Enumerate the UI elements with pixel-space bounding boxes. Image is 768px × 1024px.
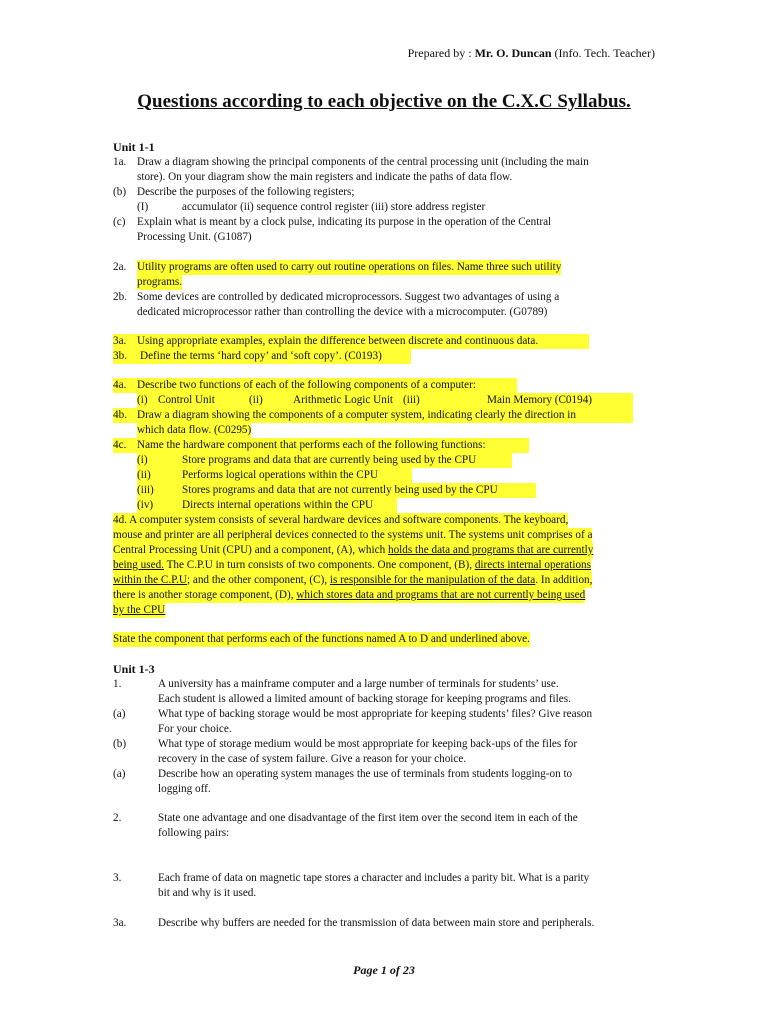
underlined-function: holds the data and programs that are currently (387, 544, 594, 556)
question-number: (b) (113, 186, 127, 198)
text-run: ; and the other component, (C), (186, 574, 330, 586)
question-text: What type of backing storage would be most appropriate for keeping students’ files? Give reason (158, 708, 593, 720)
question-number: 4a. (113, 379, 127, 391)
question-text: Describe why buffers are needed for the transmission of data between main store and peripherals. (158, 917, 595, 929)
underlined-function: directs internal operations (474, 559, 591, 571)
sub-number: (ii) (137, 469, 151, 481)
highlighted-text: 4d. A computer system consists of several hardware devices and software components. The keyboard, (113, 514, 569, 526)
function-text: Performs logical operations within the CPU (182, 469, 379, 481)
question-number: (b) (113, 738, 127, 750)
question-text: store). On your diagram show the main registers and indicate the paths of data flow. (137, 171, 513, 183)
highlighted-text: programs. (137, 276, 183, 288)
author-name: Mr. O. Duncan (474, 46, 552, 60)
function-text: Directs internal operations within the CPU (182, 499, 374, 511)
question-text: recovery in the case of system failure. Give a reason for your choice. (158, 753, 467, 765)
question-text: For your choice. (158, 723, 232, 735)
highlighted-question (113, 378, 517, 393)
question-text: logging off. (158, 783, 211, 795)
question-text: Describe how an operating system manages the use of terminals from students logging-on to (158, 768, 573, 780)
question-text: Each frame of data on magnetic tape stores a character and includes a parity bit. What is a parity (158, 872, 590, 884)
question-text: Processing Unit. (G1087) (137, 231, 252, 243)
question-text: Using appropriate examples, explain the difference between discrete and continuous data. (137, 335, 539, 347)
highlighted-question (113, 408, 633, 423)
author-role: (Info. Tech. Teacher) (551, 46, 655, 60)
highlighted-question (113, 349, 411, 364)
question-number: (a) (113, 708, 126, 720)
text-run: Central Processing Unit (CPU) and a component, (A), which (113, 544, 388, 556)
highlighted-list-row (137, 393, 633, 408)
question-number: (c) (113, 216, 126, 228)
sub-number: (ii) (249, 394, 263, 406)
question-number: 3a. (113, 917, 127, 929)
question-number: (a) (113, 768, 126, 780)
question-number: 3. (113, 872, 122, 884)
question-number: 3b. (113, 350, 127, 362)
sub-number: (iii) (403, 394, 420, 406)
question-text: Draw a diagram showing the principal components of the central processing unit (including the main (137, 156, 589, 168)
question-number: 1. (113, 678, 122, 690)
question-text: accumulator (ii) sequence control register (iii) store address register (182, 201, 486, 213)
highlighted-text (113, 573, 592, 588)
question-text: Describe the purposes of the following registers; (137, 186, 355, 198)
sub-number: (I) (137, 201, 149, 213)
underlined-function: is responsible for the manipulation of the data (329, 574, 536, 586)
highlighted-list-row (137, 498, 397, 513)
highlighted-list-row (137, 453, 512, 468)
unit-heading: Unit 1-3 (113, 662, 155, 676)
question-text: Each student is allowed a limited amount of backing storage for keeping programs and files. (158, 693, 571, 705)
sub-number: (iv) (137, 499, 154, 511)
page-title: Questions according to each objective on the C.X.C Syllabus. (137, 91, 631, 112)
component-name: Arithmetic Logic Unit (293, 394, 394, 406)
function-text: Store programs and data that are currently being used by the CPU (182, 454, 477, 466)
unit-heading: Unit 1-1 (113, 140, 155, 154)
question-number: 2b. (113, 291, 127, 303)
text-run: The C.P.U in turn consists of two components. One component, (B), (163, 559, 475, 571)
question-text: following pairs: (158, 827, 230, 839)
question-number: 3a. (113, 335, 127, 347)
highlighted-text: which data flow. (C0295) (137, 424, 252, 436)
question-text: A university has a mainframe computer and a large number of terminals for students’ use. (158, 678, 559, 690)
question-text: State one advantage and one disadvantage of the first item over the second item in each of the (158, 812, 578, 824)
question-number: 4c. (113, 439, 127, 451)
underlined-function: which stores data and programs that are not currently being used (296, 589, 586, 601)
underlined-function: within the C.P.U (113, 574, 187, 586)
highlighted-instruction: State the component that performs each of the functions named A to D and underlined above. (113, 633, 530, 645)
sub-number: (iii) (137, 484, 154, 496)
highlighted-text (113, 543, 593, 558)
highlighted-text (113, 558, 591, 573)
sub-number: (i) (137, 454, 148, 466)
question-text: bit and why is it used. (158, 887, 257, 899)
sub-number: (i) (137, 394, 148, 406)
highlighted-text (113, 603, 165, 618)
highlighted-text: Utility programs are often used to carry out routine operations on files. Name three such utility (137, 261, 562, 273)
question-text: Name the hardware component that performs each of the following functions: (137, 439, 486, 451)
component-name: Control Unit (158, 394, 215, 406)
function-text: Stores programs and data that are not currently being used by the CPU (182, 484, 498, 496)
highlighted-list-row (137, 468, 412, 483)
question-number: 4b. (113, 409, 127, 421)
component-name: Main Memory (C0194) (487, 394, 593, 406)
prepared-by-line (408, 46, 655, 61)
highlighted-text (113, 588, 585, 603)
question-text: Define the terms ‘hard copy’ and ‘soft copy’. (C0193) (140, 350, 382, 362)
question-text: What type of storage medium would be most appropriate for keeping back-ups of the files for (158, 738, 578, 750)
highlighted-question (113, 334, 589, 349)
question-text: dedicated microprocessor rather than controlling the device with a microcomputer. (G0789) (137, 306, 548, 318)
highlighted-question (113, 438, 529, 453)
question-number: 2a. (113, 261, 127, 273)
question-text: Draw a diagram showing the components of a computer system, indicating clearly the direction in (137, 409, 576, 421)
page-number: Page 1 of 23 (353, 963, 415, 977)
question-text: Some devices are controlled by dedicated microprocessors. Suggest two advantages of using a (137, 291, 560, 303)
highlighted-text: mouse and printer are all peripheral devices connected to the systems unit. The systems unit comprises of a (113, 529, 593, 541)
question-text: Describe two functions of each of the following components of a computer: (137, 379, 476, 391)
text-run: . In addition, (535, 574, 593, 586)
underlined-function: by the CPU (113, 604, 166, 616)
highlighted-list-row (137, 483, 536, 498)
prepared-label: Prepared by : (407, 46, 475, 60)
question-text: Explain what is meant by a clock pulse, indicating its purpose in the operation of the Central (137, 216, 552, 228)
underlined-function: being used. (113, 559, 164, 571)
question-number: 2. (113, 812, 122, 824)
text-run: there is another storage component, (D), (113, 589, 297, 601)
question-number: 1a. (113, 156, 127, 168)
